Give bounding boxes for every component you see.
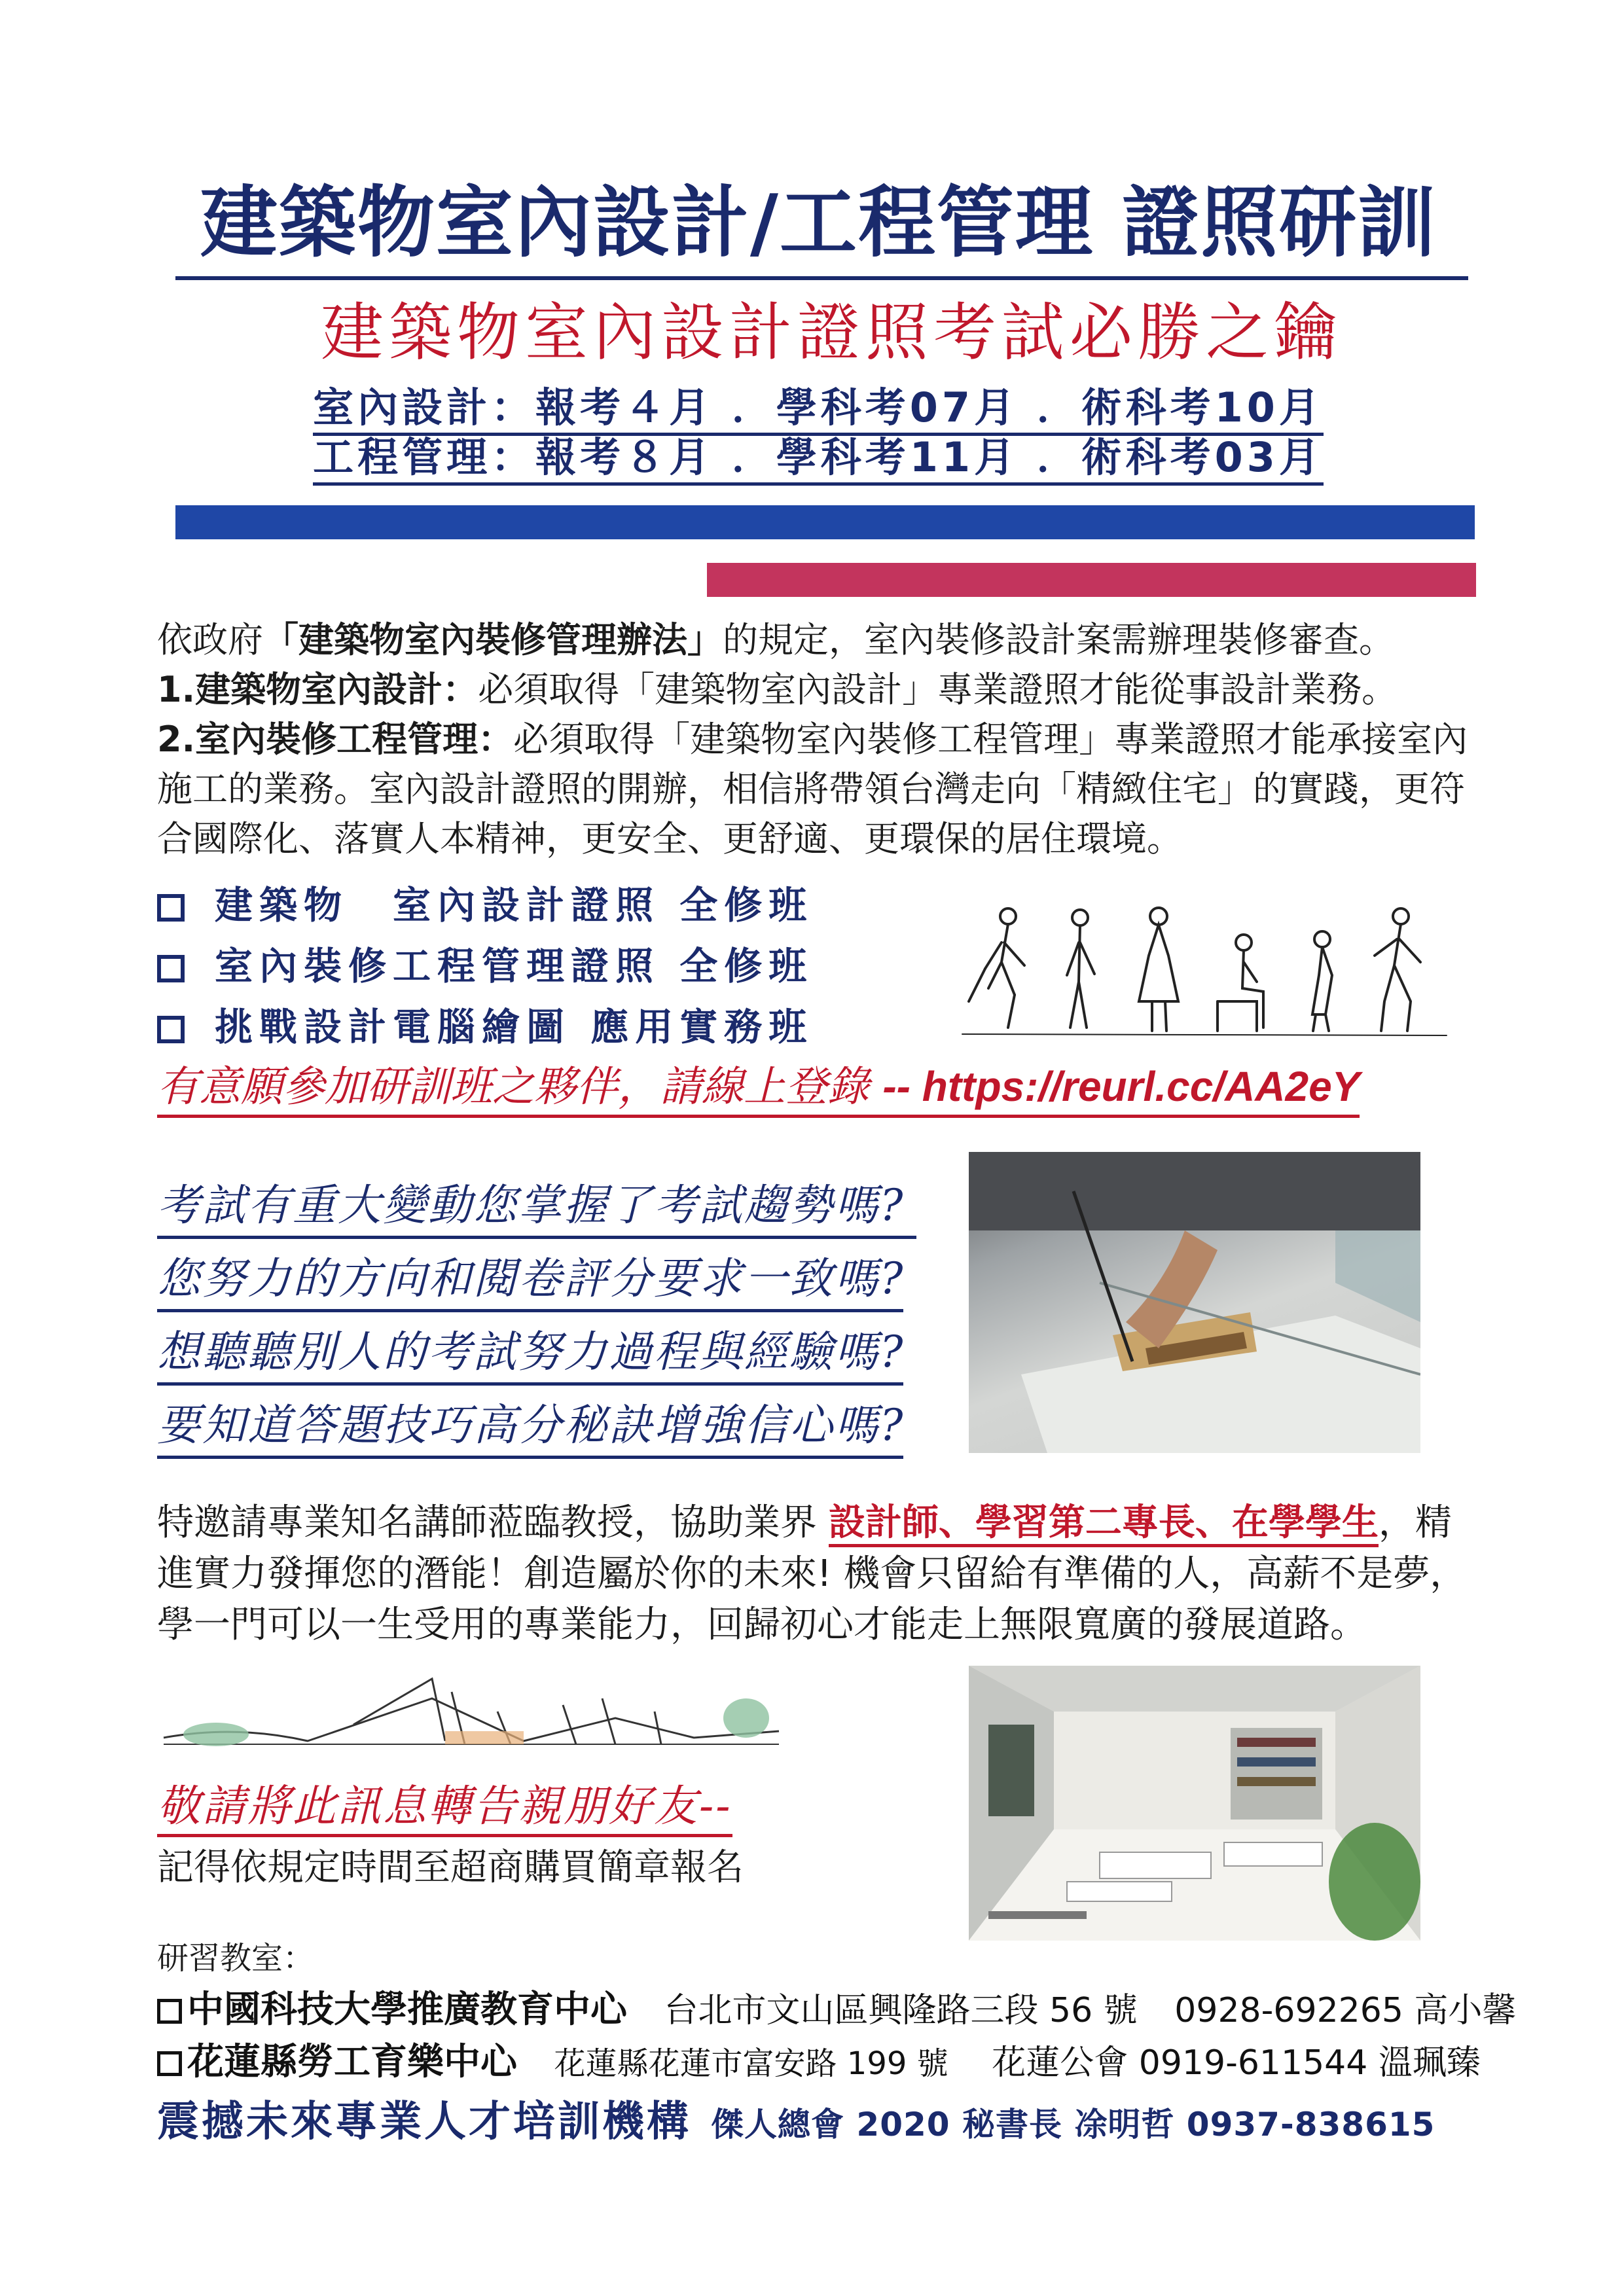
intro-text: 的規定，室內裝修設計案需辦理裝修審查。: [723, 619, 1394, 660]
schedule-interior-design: [249, 383, 1388, 433]
schedule-text: 室內設計：報考４月 ．學科考07月 ．術科考10月: [313, 384, 1324, 436]
intro-item-2: [157, 715, 1486, 864]
page-title: 建築物室內設計/工程管理 證照研訓: [200, 177, 1437, 268]
classroom-label: 研習教室：: [157, 1940, 315, 1977]
classroom-address: 花蓮縣花蓮市富安路 199 號: [554, 2045, 948, 2082]
classroom-contact: 0928-692265 高小馨: [1174, 1991, 1517, 2030]
classroom-address: 台北市文山區興隆路三段 56 號: [664, 1991, 1138, 2030]
course-label: 建築物 室內設計證照 全修班: [215, 883, 814, 927]
classroom-name: 花蓮縣勞工育樂中心: [187, 2041, 517, 2083]
building-section-sketch: [157, 1666, 785, 1774]
law-name: 「建築物室內裝修管理辦法」: [263, 619, 723, 660]
forward-message: 敬請將此訊息轉告親朋好友--: [157, 1779, 732, 1837]
question-underline: [157, 1309, 903, 1312]
classroom-entry-1: [157, 1986, 1516, 2034]
course-label: 挑戰設計電腦繪圖 應用實務班: [215, 1005, 814, 1049]
interior-render-image: [969, 1666, 1420, 1941]
course-option-3[interactable]: [157, 1002, 813, 1052]
question-2: 您努力的方向和閱卷評分要求一致嗎?: [157, 1253, 905, 1304]
checkbox-icon[interactable]: [157, 1999, 182, 2024]
schedule-engineering: [249, 433, 1388, 482]
item-body: 必須取得「建築物室內裝修工程管理」專業證照才能承接室內施工的業務。室內設計證照的開辦，相信將帶領台灣走向「精緻住宅」的實踐，更符合國際化、落實人本精神，更安全、更舒適、更環保的居住環境。: [157, 719, 1468, 859]
title-underline: [175, 276, 1468, 280]
course-option-1[interactable]: [157, 880, 813, 930]
page-subtitle: 建築物室內設計證照考試必勝之鑰: [321, 296, 1342, 369]
item-heading: 2.室內裝修工程管理：: [157, 719, 514, 760]
classroom-name: 中國科技大學推廣教育中心: [187, 1988, 627, 2031]
question-3: 想聽聽別人的考試努力過程與經驗嗎?: [157, 1327, 905, 1377]
course-label: 室內裝修工程管理證照 全修班: [215, 944, 814, 988]
intro-item-1: [157, 665, 1486, 715]
question-underline: [157, 1382, 903, 1386]
course-option-2[interactable]: [157, 941, 813, 991]
target-audience: 設計師、學習第二專長、在學學生: [829, 1501, 1379, 1547]
item-body: 必須取得「建築物室內設計」專業證照才能從事設計業務。: [478, 669, 1398, 710]
intro-text: 依政府: [157, 619, 263, 660]
decorative-blue-bar: [175, 505, 1475, 539]
question-1: 考試有重大變動您掌握了考試趨勢嗎?: [157, 1180, 905, 1230]
question-underline: [157, 1456, 903, 1459]
figure-sketches-illustration: [949, 903, 1460, 1041]
invite-paragraph: [157, 1498, 1486, 1651]
schedule-text: 工程管理：報考８月 ．學科考11月 ．術科考03月: [313, 433, 1324, 486]
classroom-contact: 花蓮公會 0919-611544 溫珮臻: [992, 2043, 1481, 2083]
purchase-note: 記得依規定時間至超商購買簡章報名: [157, 1846, 744, 1889]
question-underline: [157, 1236, 916, 1239]
hand-drafting-photo: [969, 1152, 1420, 1453]
organization-name: 震撼未來專業人才培訓機構: [157, 2098, 691, 2146]
footer: [157, 2094, 1435, 2152]
item-heading: 1.建築物室內設計：: [157, 669, 478, 710]
checkbox-icon[interactable]: [157, 894, 185, 922]
question-4: 要知道答題技巧高分秘訣增強信心嗎?: [157, 1400, 905, 1450]
invite-text: 特邀請專業知名講師蒞臨教授，協助業界: [157, 1501, 829, 1544]
invite-text: ，精進實力發揮您的潛能！創造屬於你的未來! 機會只留給有準備的人，高薪不是夢，學一門可以一生受用的專業能力，回歸初心才能走上無限寬廣的發展道路。: [157, 1501, 1467, 1646]
classroom-entry-2: [157, 2039, 1481, 2087]
footer-contact: 傑人總會 2020 秘書長 凃明哲 0937-838615: [711, 2106, 1435, 2144]
intro-paragraph: [157, 615, 1486, 864]
intro-line-1: [157, 615, 1486, 665]
checkbox-icon[interactable]: [157, 1016, 185, 1043]
checkbox-icon[interactable]: [157, 2051, 182, 2076]
registration-url[interactable]: -- https://reurl.cc/AA2eY: [882, 1063, 1360, 1110]
registration-link[interactable]: [157, 1060, 1360, 1118]
checkbox-icon[interactable]: [157, 955, 185, 982]
decorative-red-bar: [707, 563, 1476, 597]
registration-text: 有意願參加研訓班之夥伴，請線上登錄: [157, 1063, 883, 1111]
